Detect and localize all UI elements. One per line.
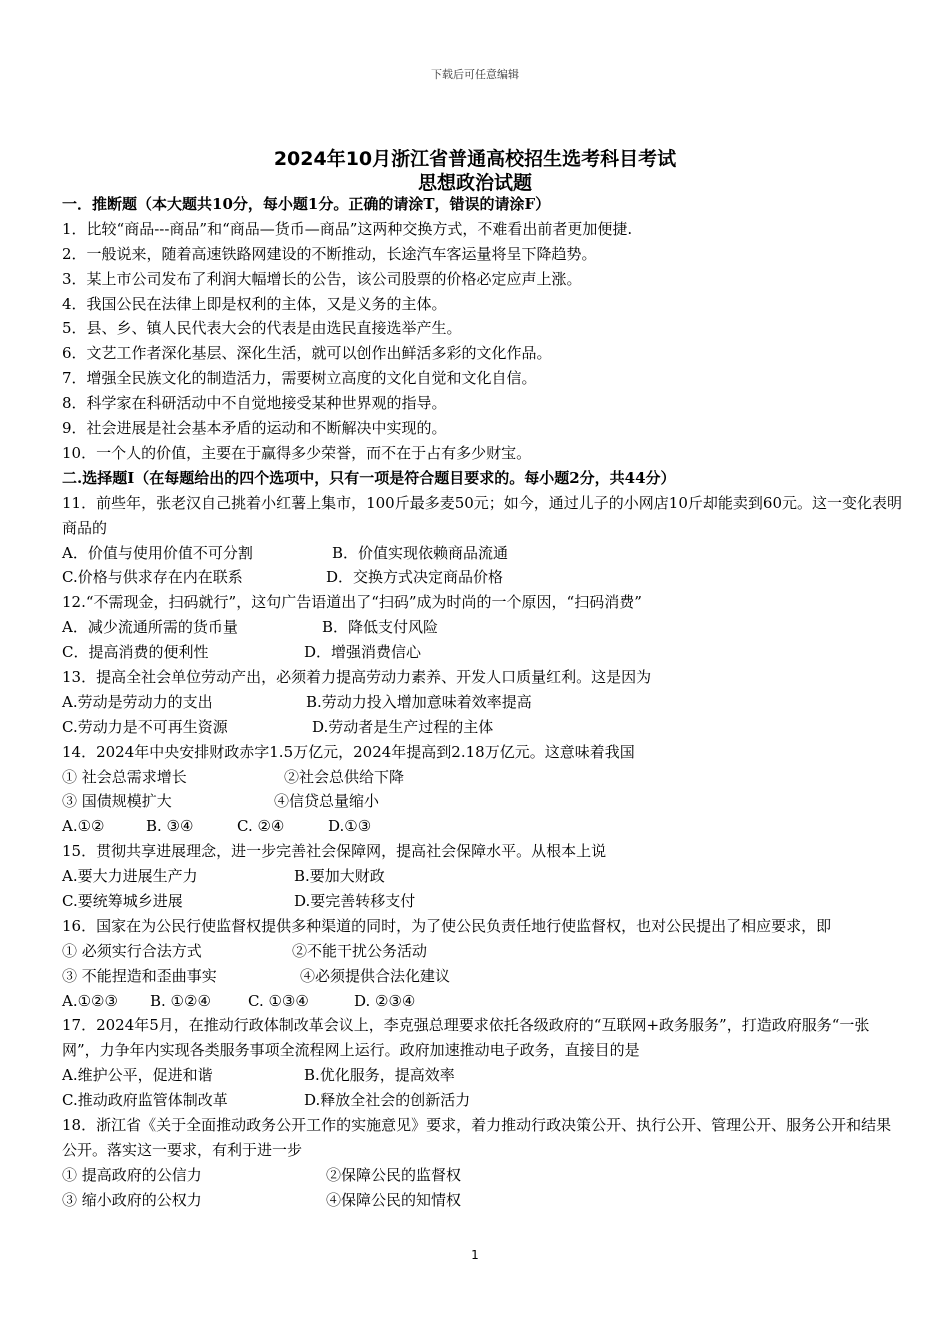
option-row — [62, 715, 902, 740]
section1-heading: 一．推断题（本大题共10分，每小题1分。正确的请涂T，错误的请涂F） — [62, 195, 551, 213]
item-3: ③ 不能捏造和歪曲事实 — [62, 966, 217, 985]
question-stem-12: 12.“不需现金，扫码就行”，这句广告语道出了“扫码”成为时尚的一个原因，“扫码消费” — [62, 593, 642, 612]
option-b: B．价值实现依赖商品流通 — [332, 543, 509, 562]
option-a: A.①②③ — [62, 991, 118, 1010]
option-row — [62, 889, 902, 914]
option-row — [62, 541, 902, 566]
option-b: B.要加大财政 — [294, 867, 385, 886]
option-a: A.要大力进展生产力 — [62, 867, 198, 886]
item-3: ③ 缩小政府的公权力 — [62, 1190, 202, 1209]
item-row — [62, 1163, 902, 1188]
item-2: ②不能干扰公务活动 — [292, 941, 428, 960]
option-d: D.要完善转移支付 — [294, 891, 416, 910]
tf-item: 4．我国公民在法律上即是权利的主体，又是义务的主体。 — [62, 294, 447, 313]
option-c: C.价格与供求存在内在联系 — [62, 568, 243, 587]
option-row — [62, 1088, 902, 1113]
option-d: D.释放全社会的创新活力 — [304, 1091, 471, 1110]
option-row — [62, 690, 902, 715]
option-a: A．减少流通所需的货币量 — [62, 618, 238, 637]
exam-title: 2024年10月浙江省普通高校招生选考科目考试 — [273, 148, 677, 170]
tf-item: 5．县、乡、镇人民代表大会的代表是由选民直接选举产生。 — [62, 319, 462, 338]
item-4: ④必须提供合法化建议 — [300, 966, 451, 985]
option-b: B. ①②④ — [150, 991, 211, 1010]
item-2: ②保障公民的监督权 — [326, 1165, 462, 1184]
question-stem-13: 13．提高全社会单位劳动产出，必须着力提高劳动力素养、开发人口质量红利。这是因为 — [62, 667, 652, 686]
option-d: D. ②③④ — [354, 991, 416, 1010]
section2-heading: 二.选择题Ⅰ（在每题给出的四个选项中，只有一项是符合题目要求的。每小题2分，共44分） — [62, 468, 676, 487]
option-d: D.①③ — [328, 817, 372, 836]
option-row — [62, 565, 902, 590]
option-c: C.劳动力是不可再生资源 — [62, 717, 228, 736]
page-number: 1 — [471, 1248, 479, 1262]
option-c: C.要统筹城乡进展 — [62, 891, 183, 910]
option-row — [62, 989, 902, 1014]
tf-item: 8．科学家在科研活动中不自觉地接受某种世界观的指导。 — [62, 394, 447, 413]
option-a: A.维护公平，促进和谐 — [62, 1066, 213, 1085]
option-a: A.①② — [62, 817, 105, 836]
tf-item: 9．社会进展是社会基本矛盾的运动和不断解决中实现的。 — [62, 419, 447, 438]
option-a: A．价值与使用价值不可分割 — [62, 543, 253, 562]
item-1: ① 社会总需求增长 — [62, 767, 187, 786]
item-3: ③ 国债规模扩大 — [62, 792, 172, 811]
item-2: ②社会总供给下降 — [284, 767, 405, 786]
option-row — [62, 1063, 902, 1088]
question-stem-11: 11．前些年，张老汉自己挑着小红薯上集市，100斤最多麦50元；如今，通过儿子的小网店10斤却能卖到60元。这一变化表明商品的 — [62, 493, 902, 537]
tf-item: 2．一般说来，随着高速铁路网建设的不断推动，长途汽车客运量将呈下降趋势。 — [62, 244, 597, 263]
item-row — [62, 789, 902, 814]
question-stem-14: 14．2024年中央安排财政赤字1.5万亿元，2024年提高到2.18万亿元。这意味着我国 — [62, 742, 635, 761]
option-a: A.劳动是劳动力的支出 — [62, 692, 213, 711]
exam-content — [62, 192, 902, 1213]
item-row — [62, 1188, 902, 1213]
option-row — [62, 814, 902, 839]
option-row — [62, 615, 902, 640]
question-stem-16: 16．国家在为公民行使监督权提供多种渠道的同时，为了使公民负责任地行使监督权，也对公民提出了相应要求，即 — [62, 916, 832, 935]
tf-item: 6．文艺工作者深化基层、深化生活，就可以创作出鲜活多彩的文化作品。 — [62, 344, 552, 363]
option-c: C．提高消费的便利性 — [62, 643, 209, 662]
tf-item: 7．增强全民族文化的制造活力，需要树立高度的文化自觉和文化自信。 — [62, 369, 537, 388]
item-row — [62, 964, 902, 989]
option-b: B.优化服务，提高效率 — [304, 1066, 455, 1085]
option-c: C. ①③④ — [248, 991, 309, 1010]
option-d: D．交换方式决定商品价格 — [326, 568, 504, 587]
question-stem-17: 17．2024年5月，在推动行政体制改革会议上，李克强总理要求依托各级政府的“互联网+政务服务”，打造政府服务“一张网”，力争年内实现各类服务事项全流程网上运行。政府加速推动电子政务，直接目的是 — [62, 1016, 870, 1060]
option-b: B. ③④ — [146, 817, 194, 836]
option-c: C. ②④ — [237, 817, 285, 836]
option-b: B．降低支付风险 — [322, 618, 439, 637]
item-row — [62, 939, 902, 964]
tf-item: 3．某上市公司发布了利润大幅增长的公告，该公司股票的价格必定应声上涨。 — [62, 269, 582, 288]
option-d: D．增强消费信心 — [304, 643, 422, 662]
question-stem-18: 18．浙江省《关于全面推动政务公开工作的实施意见》要求，着力推动行政决策公开、执行公开、管理公开、服务公开和结果公开。落实这一要求，有利于进一步 — [62, 1116, 892, 1159]
option-b: B.劳动力投入增加意味着效率提高 — [306, 692, 532, 711]
exam-subtitle: 思想政治试题 — [417, 172, 532, 194]
tf-item: 10．一个人的价值，主要在于赢得多少荣誉，而不在于占有多少财宝。 — [62, 443, 532, 462]
header-note: 下载后可任意编辑 — [431, 68, 519, 81]
option-row — [62, 864, 902, 889]
question-stem-15: 15．贯彻共享进展理念，进一步完善社会保障网，提高社会保障水平。从根本上说 — [62, 842, 607, 861]
option-d: D.劳动者是生产过程的主体 — [312, 717, 494, 736]
item-1: ① 提高政府的公信力 — [62, 1165, 202, 1184]
item-1: ① 必须实行合法方式 — [62, 941, 202, 960]
item-row — [62, 765, 902, 790]
item-4: ④信贷总量缩小 — [274, 792, 380, 811]
option-c: C.推动政府监管体制改革 — [62, 1091, 228, 1110]
option-row — [62, 640, 902, 665]
item-4: ④保障公民的知情权 — [326, 1190, 462, 1209]
tf-item: 1．比较“商品---商品”和“商品—货币—商品”这两种交换方式，不难看出前者更加便捷. — [62, 219, 633, 238]
